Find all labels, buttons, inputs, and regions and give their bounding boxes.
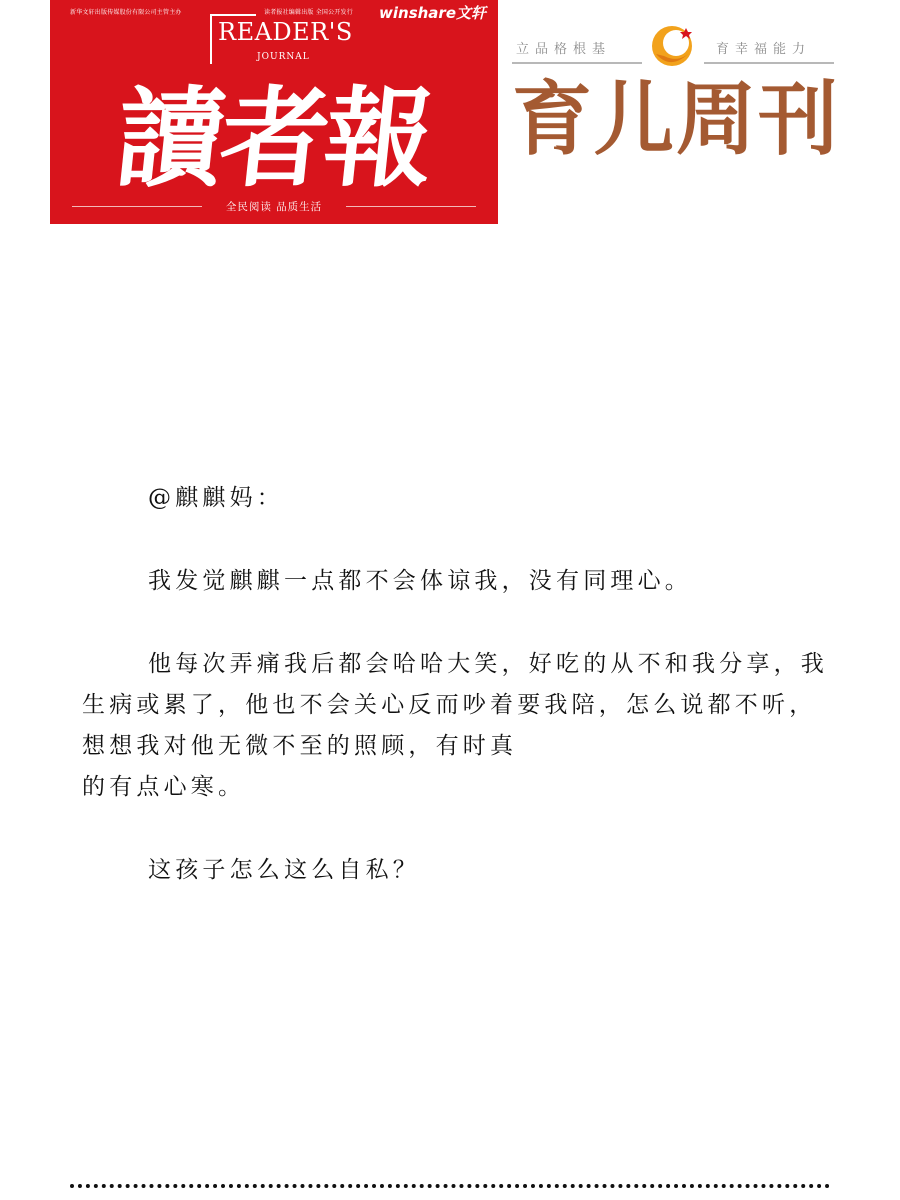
slogan-row [72, 199, 476, 213]
readers-journal-masthead [50, 0, 498, 224]
slogan: 全民阅读 品质生活 [225, 201, 323, 213]
logo-english-sub: JOURNAL [257, 52, 310, 62]
winshare-logo: winshare文轩 [379, 4, 486, 22]
salutation: @麒麒妈： [148, 485, 284, 511]
slogan-divider-right [346, 206, 476, 207]
weekly-title: 育儿周刊 [512, 73, 840, 166]
sun-swirl-icon [646, 20, 702, 70]
tagline-rule-left [512, 62, 642, 64]
article-body [82, 478, 832, 933]
tagline-rule-right [704, 62, 834, 64]
bottom-dotted-rule [70, 1184, 830, 1188]
paragraph-1: 我发觉麒麒一点都不会体谅我，没有同理心。 [148, 568, 692, 594]
parenting-weekly-header [512, 14, 840, 174]
paragraph-3: 这孩子怎么这么自私？ [148, 857, 420, 883]
paragraph-2: 他每次弄痛我后都会哈哈大笑，好吃的从不和我分享，我生病或累了，他也不会关心反而吵着要我陪，怎么说都不听，想想我对他无微不至的照顾，有时真 [82, 651, 828, 759]
paragraph-2-tail: 的有点心寒。 [82, 774, 246, 800]
logo-english: READER'S [218, 18, 353, 46]
publication-credit: 读者报社编辑出版 全国公开发行 [264, 9, 353, 16]
tagline-right: 育幸福能力 [716, 42, 812, 57]
masthead-title: 讀者報 [110, 76, 436, 202]
tagline-left: 立品格根基 [516, 42, 612, 57]
publisher-credit: 新华文轩出版传媒股份有限公司主管主办 [70, 9, 182, 16]
